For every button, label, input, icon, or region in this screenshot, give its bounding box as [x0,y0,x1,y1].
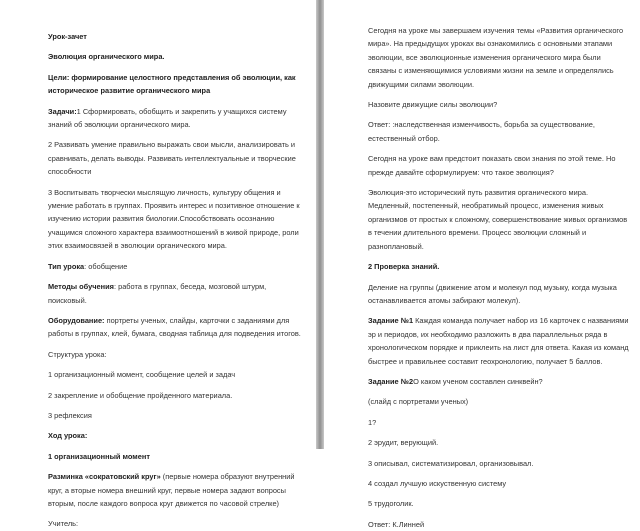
cinquain-line: 1? [368,417,377,427]
equipment: Оборудование: портреты ученых, слайды, карточки с заданиями для работы в группах, клей, бумага, сводная таблица для подведения итогов. [48,315,301,339]
final-answer: Ответ: К.Линней [368,519,425,529]
lesson-type: Тип урока: обобщение [48,261,128,271]
document-page-right [324,0,640,529]
task-3: 3 Воспитывать творчески мыслящую личность, культуру общения и умение работать в группах. Проявить интерес и позитивное отношение к изучению истории развития биологии.Способствовать осознанию учащимся сложного характера взаимоотношений в живой природе, роли этих взаимосвязей в эволюции органического мира. [48,187,300,251]
assignment-2: Задание №2О каком ученом составлен синквейн? [368,376,543,386]
slide-note: (слайд с портретами ученых) [368,397,469,407]
lesson-goals: Цели: формирование целостного представления об эволюции, как историческое развитие органического мира [48,72,296,96]
teaching-methods: Методы обучения: работа в группах, беседа, мозговой штурм, поисковый. [48,282,267,305]
question: Назовите движущие силы эволюции? [368,100,498,110]
warmup: Разминка «сократовский круг» (первые номера образуют внутренний круг, а вторые номера внешний круг, первые номера задают вопросы вторым, после каждого вопроса круг движется по часовой стрелке) [48,472,295,508]
cinquain-line: 2 эрудит, верующий. [368,438,439,448]
groups: Деление на группы (движение атом и молекул под музыку, когда музыка останавливается атомы забирают молекул). [368,282,617,305]
answer: Ответ: :наследственная изменчивость, борьба за существование, естественный отбор. [368,120,595,143]
task-1: Задачи:1 Сформировать, обобщить и закрепить у учащихся систему знаний об эволюции органического мира. [48,106,287,130]
document-page-left [0,0,316,529]
definition: Эволюция-это исторический путь развития органического мира. Медленный, постепенный, необратимый процесс, изменения живых организмов от простых к сложному, совершенствование живых организмов в течении длительного времени. Процесс эволюции сложный и разноплановый. [368,188,628,251]
cinquain-line: 3 описывал, систематизировал, организовывал. [368,458,534,468]
course-heading: Ход урока: [48,431,88,441]
structure-item: 2 закрепление и обобщение пройденного материала. [48,390,233,400]
page-gap [316,0,324,449]
structure-item: 1 организационный момент, сообщение целей и задач [48,370,236,380]
cinquain-line: 5 трудоголик. [368,499,414,509]
intro: Сегодня на уроке мы завершаем изучения темы «Развития органического мира». На предыдущих уроках вы ознакомились с основными этапами эволюции, все эволюционные изменения органического мира были связаны с изменяющимися условиями жизни на земле и определялись движущими силами эволюции. [368,26,624,89]
assignment-1: Задание №1 Каждая команда получает набор из 16 карточек с названиями эр и периодов, их необходимо разложить в два параллельных ряда в хронологическом порядке и приклеить на лист для ответа. Какая из команд быстрее и правильнее составит геохронологию, получает 5 баллов. [368,316,629,366]
today: Сегодня на уроке вам предстоит показать свои знания по этой теме. Но прежде давайте сформулируем: что такое эволюция? [368,154,616,177]
structure-heading: Структура урока: [48,349,107,359]
stage-2-heading: 2 Проверка знаний. [368,262,440,272]
stage-1-heading: 1 организационный момент [48,451,150,461]
teacher-label: Учитель: [48,519,79,529]
cinquain-line: 4 создал лучшую искуственную систему [368,478,507,488]
structure-item: 3 рефлексия [48,410,92,420]
lesson-topic: Эволюция органического мира. [48,52,165,62]
task-2: 2 Развивать умение правильно выражать свои мысли, анализировать и сравнивать, делать выводы. Развивать интеллектуальные и творческие способности [48,140,296,177]
doc-title: Урок-зачет [48,32,87,41]
